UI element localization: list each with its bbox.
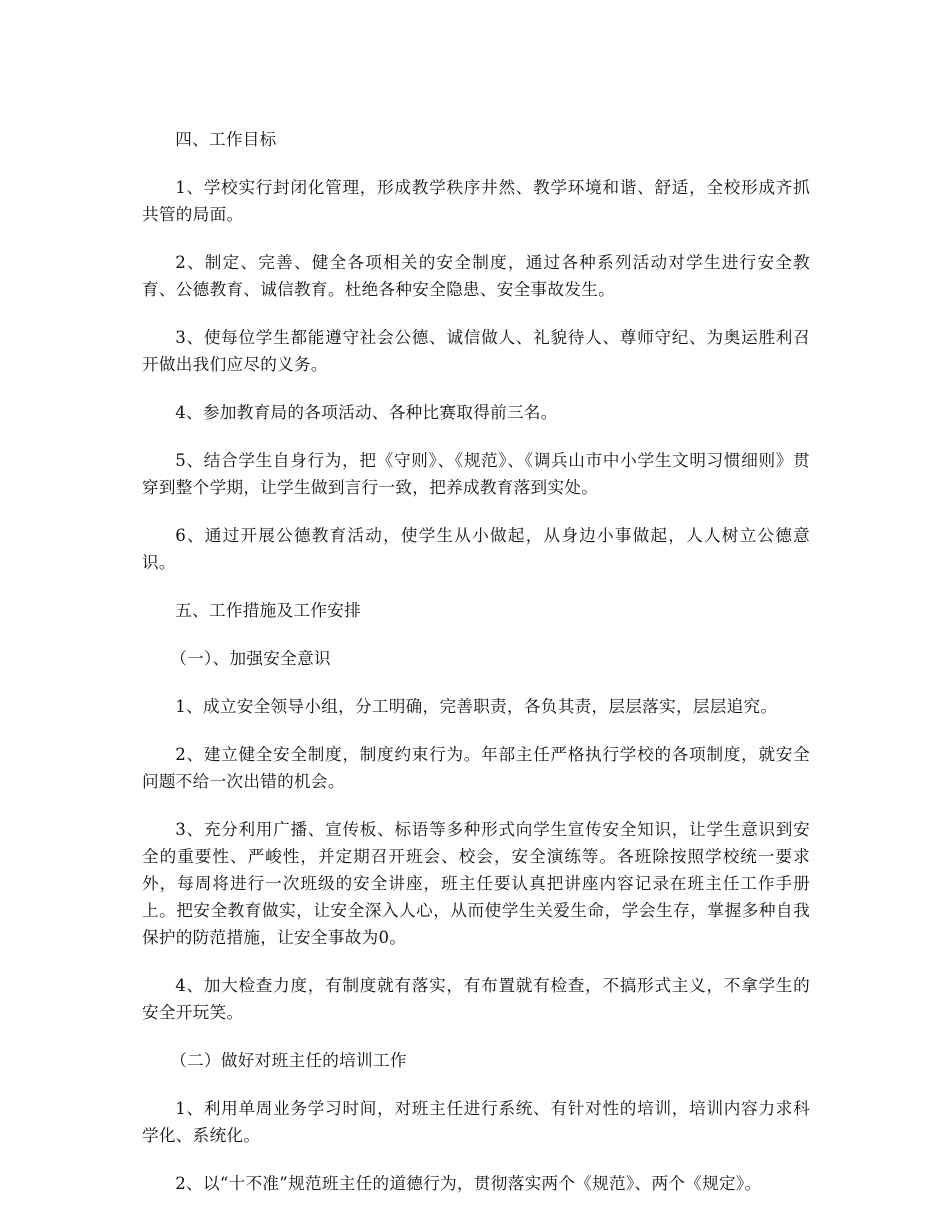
subsection-heading-safety: （一）、加强安全意识 xyxy=(170,649,331,668)
paragraph: 2、制定、完善、健全各项相关的安全制度，通过各种系列活动对学生进行安全教育、公德教育、诚信教育。杜绝各种安全隐患、安全事故发生。 xyxy=(142,253,810,299)
section-heading-measures: 五、工作措施及工作安排 xyxy=(175,601,362,620)
section-heading-goals: 四、工作目标 xyxy=(175,130,277,149)
paragraph: 3、充分利用广播、宣传板、标语等多种形式向学生宣传安全知识，让学生意识到安全的重要性、严峻性，并定期召开班会、校会，安全演练等。各班除按照学校统一要求外，每周将进行一次班级的安全讲座，班主任要认真把讲座内容记录在班主任工作手册上。把安全教育做实，让安全深入人心，从而使学生关爱生命，学会生存，掌握多种自我保护的防范措施，让安全事故为0。 xyxy=(142,820,810,947)
document-page xyxy=(142,126,810,1218)
paragraph: 4、参加教育局的各项活动、各种比赛取得前三名。 xyxy=(175,403,558,422)
paragraph: 1、学校实行封闭化管理，形成教学秩序井然、教学环境和谐、舒适，全校形成齐抓共管的局面。 xyxy=(142,178,810,224)
paragraph: 6、通过开展公德教育活动，使学生从小做起，从身边小事做起，人人树立公德意识。 xyxy=(142,526,810,572)
paragraph: 1、利用单周业务学习时间，对班主任进行系统、有针对性的培训，培训内容力求科学化、系统化。 xyxy=(142,1099,810,1145)
paragraph: 3、使每位学生都能遵守社会公德、诚信做人、礼貌待人、尊师守纪、为奥运胜利召开做出我们应尽的义务。 xyxy=(142,328,810,374)
paragraph: 1、成立安全领导小组，分工明确，完善职责，各负其责，层层落实，层层追究。 xyxy=(175,697,778,716)
paragraph: 5、结合学生自身行为，把《守则》、《规范》、《调兵山市中小学生文明习惯细则》贯穿到整个学期，让学生做到言行一致，把养成教育落到实处。 xyxy=(142,451,810,497)
paragraph: 2、以“十不准”规范班主任的道德行为，贯彻落实两个《规范》、两个《规定》。 xyxy=(175,1174,762,1193)
paragraph: 2、建立健全安全制度，制度约束行为。年部主任严格执行学校的各项制度，就安全问题不给一次出错的机会。 xyxy=(142,745,810,791)
paragraph: 4、加大检查力度，有制度就有落实，有布置就有检查，不搞形式主义，不拿学生的安全开玩笑。 xyxy=(142,976,810,1022)
subsection-heading-training: （二）做好对班主任的培训工作 xyxy=(170,1051,407,1070)
